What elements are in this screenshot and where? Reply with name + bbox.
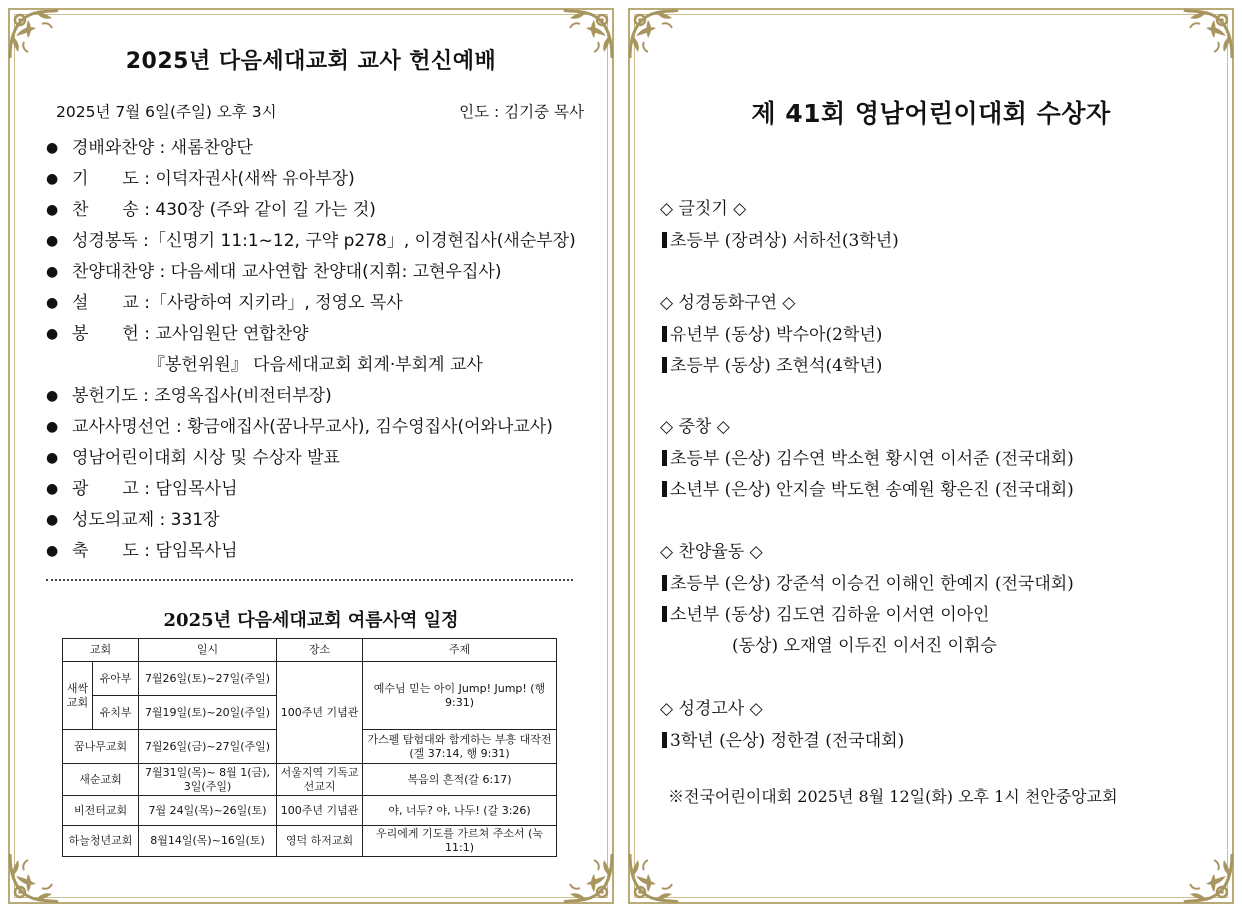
program-list — [44, 136, 604, 570]
program-text: :「사랑하여 지키라」, 정영오 목사 — [138, 293, 403, 313]
program-label: 교사사명선언 — [72, 417, 171, 437]
program-item — [44, 446, 604, 477]
award-text: 초등부 (동상) 조현석(4학년) — [670, 356, 883, 376]
award-entry — [662, 475, 1074, 500]
award-entry — [662, 726, 904, 751]
program-item — [44, 136, 604, 167]
table-row — [63, 764, 557, 796]
table-cell: 비전터교회 — [63, 796, 139, 826]
award-text: 초등부 (장려상) 서하선(3학년) — [670, 231, 899, 251]
table-cell: 야, 너두? 야, 나두! (갈 3:26) — [363, 796, 557, 826]
program-label: 설 교 — [72, 293, 139, 313]
service-title: 2025년 다음세대교회 교사 헌신예배 — [125, 49, 497, 74]
program-text: : 이덕자권사(새싹 유아부장) — [138, 169, 355, 189]
table-cell: 예수님 믿는 아이 Jump! Jump! (행 9:31) — [363, 662, 557, 730]
award-entry — [662, 569, 1074, 594]
table-row — [63, 826, 557, 857]
bullet-icon: ● — [46, 171, 59, 187]
program-label: 축 도 — [72, 541, 139, 561]
table-header: 주제 — [363, 639, 557, 662]
bullet-icon: ● — [46, 264, 59, 280]
program-label: 찬 송 — [72, 200, 139, 220]
program-label: 성도의교제 — [72, 510, 155, 530]
award-category: ◇ 찬양율동 ◇ — [660, 542, 763, 562]
program-item — [44, 260, 604, 291]
bar-marker-icon — [662, 481, 667, 497]
award-category: ◇ 중창 ◇ — [660, 417, 730, 437]
program-label: 성경봉독 — [72, 231, 138, 251]
bar-marker-icon — [662, 732, 667, 748]
table-cell: 유치부 — [93, 696, 139, 730]
bar-marker-icon — [662, 232, 667, 248]
service-leader: 인도 : 김기중 목사 — [459, 103, 584, 121]
award-category: ◇ 성경고사 ◇ — [660, 699, 763, 719]
floral-corner-ornament-icon — [560, 850, 616, 906]
national-contest-note: ※전국어린이대회 2025년 8월 12일(화) 오후 1시 천안중앙교회 — [668, 787, 1118, 806]
program-label: 영남어린이대회 시상 및 수상자 발표 — [72, 448, 340, 468]
award-entry — [662, 320, 882, 345]
bar-marker-icon — [662, 575, 667, 591]
bar-marker-icon — [662, 357, 667, 373]
program-label: 찬양대찬양 — [72, 262, 155, 282]
table-header: 장소 — [277, 639, 363, 662]
service-date: 2025년 7월 6일(주일) 오후 3시 — [56, 103, 277, 121]
bullet-icon: ● — [46, 295, 59, 311]
bullet-icon: ● — [46, 419, 59, 435]
table-cell: 새싹교회 — [63, 662, 93, 730]
program-item — [44, 415, 604, 446]
floral-corner-ornament-icon — [1180, 6, 1236, 62]
program-label: 경배와찬양 — [72, 138, 155, 158]
table-row — [63, 796, 557, 826]
award-text: 초등부 (은상) 김수연 박소현 황시연 이서준 (전국대회) — [670, 449, 1074, 469]
table-header: 교회 — [63, 639, 139, 662]
bullet-icon: ● — [46, 543, 59, 559]
program-item — [44, 322, 604, 353]
program-text: : 430장 (주와 같이 길 가는 것) — [138, 200, 376, 220]
table-cell: 새순교회 — [63, 764, 139, 796]
table-cell: 8월14일(목)~16일(토) — [139, 826, 277, 857]
bar-marker-icon — [662, 326, 667, 342]
award-category: ◇ 성경동화구연 ◇ — [660, 293, 796, 313]
award-text: 초등부 (은상) 강준석 이승건 이해인 한예지 (전국대회) — [670, 574, 1074, 594]
dotted-divider — [46, 579, 573, 581]
table-cell: 하늘청년교회 — [63, 826, 139, 857]
table-cell: 가스펠 탐험대와 함게하는 부흥 대작전(겔 37:14, 행 9:31) — [363, 730, 557, 764]
bullet-icon: ● — [46, 481, 59, 497]
program-text: :「신명기 11:1~12, 구약 p278」, 이경현집사(새순부장) — [137, 231, 576, 251]
program-item — [44, 198, 604, 229]
award-text: 소년부 (은상) 안지슬 박도현 송예원 황은진 (전국대회) — [670, 480, 1074, 500]
table-cell: 꿈나무교회 — [63, 730, 139, 764]
table-header: 일시 — [139, 639, 277, 662]
program-item — [44, 353, 604, 384]
award-entry — [662, 226, 899, 251]
bullet-icon: ● — [46, 233, 59, 249]
table-cell: 100주년 기념관 — [277, 796, 363, 826]
bullet-icon: ● — [46, 326, 59, 342]
table-header-row — [63, 639, 557, 662]
table-cell: 우리에게 기도를 가르쳐 주소서 (눅11:1) — [363, 826, 557, 857]
bullet-icon: ● — [46, 512, 59, 528]
table-cell: 7월31일(목)~ 8월 1(금), 3일(주일) — [139, 764, 277, 796]
award-text: 3학년 (은상) 정한결 (전국대회) — [670, 731, 905, 751]
table-cell: 영덕 하저교회 — [277, 826, 363, 857]
program-label: 기 도 — [72, 169, 139, 189]
bar-marker-icon — [662, 606, 667, 622]
bullet-icon: ● — [46, 450, 59, 466]
program-label: 봉 헌 — [72, 324, 139, 344]
left-panel — [8, 8, 614, 904]
program-text: 『봉헌위원』 다음세대교회 회계·부회계 교사 — [148, 355, 483, 375]
award-entry — [662, 351, 882, 376]
program-label: 봉헌기도 — [72, 386, 138, 406]
program-item — [44, 477, 604, 508]
program-label: 광 고 — [72, 479, 139, 499]
floral-corner-ornament-icon — [626, 6, 682, 62]
table-cell: 7월26일(금)~27일(주일) — [139, 730, 277, 764]
awards-title: 제 41회 영남어린이대회 수상자 — [751, 99, 1111, 128]
program-item — [44, 167, 604, 198]
program-item — [44, 291, 604, 322]
program-item — [44, 508, 604, 539]
award-text: 소년부 (동상) 김도연 김하윤 이서연 이아인 — [670, 605, 990, 625]
bullet-icon: ● — [46, 202, 59, 218]
table-cell: 7월26일(토)~27일(주일) — [139, 662, 277, 696]
floral-corner-ornament-icon — [6, 850, 62, 906]
program-item — [44, 229, 604, 260]
table-cell: 서울지역 기독교 선교지 — [277, 764, 363, 796]
program-item — [44, 539, 604, 570]
award-entry — [662, 600, 989, 625]
schedule-table — [62, 638, 557, 857]
program-text: : 331장 — [154, 510, 220, 530]
program-text: : 교사임원단 연합찬양 — [138, 324, 309, 344]
table-cell: 유아부 — [93, 662, 139, 696]
table-cell: 7월19일(토)~20일(주일) — [139, 696, 277, 730]
program-text: : 황금애집사(꿈나무교사), 김수영집사(어와나교사) — [170, 417, 553, 437]
table-cell: 복음의 흔적(갈 6:17) — [363, 764, 557, 796]
award-entry: (동상) 오재열 이두진 이서진 이휘승 — [732, 636, 997, 656]
bullet-icon: ● — [46, 388, 59, 404]
program-text: : 담임목사님 — [138, 479, 238, 499]
program-item — [44, 384, 604, 415]
award-entry — [662, 444, 1074, 469]
schedule-title: 2025년 다음세대교회 여름사역 일정 — [163, 610, 459, 631]
award-text: 유년부 (동상) 박수아(2학년) — [670, 325, 883, 345]
bar-marker-icon — [662, 450, 667, 466]
program-text: : 조영옥집사(비전터부장) — [137, 386, 332, 406]
award-category: ◇ 글짓기 ◇ — [660, 199, 747, 219]
table-cell: 7월 24일(목)~26일(토) — [139, 796, 277, 826]
program-text: : 다음세대 교사연합 찬양대(지휘: 고현우집사) — [154, 262, 502, 282]
floral-corner-ornament-icon — [1180, 850, 1236, 906]
table-cell: 100주년 기념관 — [277, 662, 363, 764]
bullet-icon: ● — [46, 140, 59, 156]
right-panel — [628, 8, 1234, 904]
program-text: : 담임목사님 — [138, 541, 238, 561]
program-text: : 새롬찬양단 — [154, 138, 253, 158]
floral-corner-ornament-icon — [626, 850, 682, 906]
table-row — [63, 662, 557, 696]
